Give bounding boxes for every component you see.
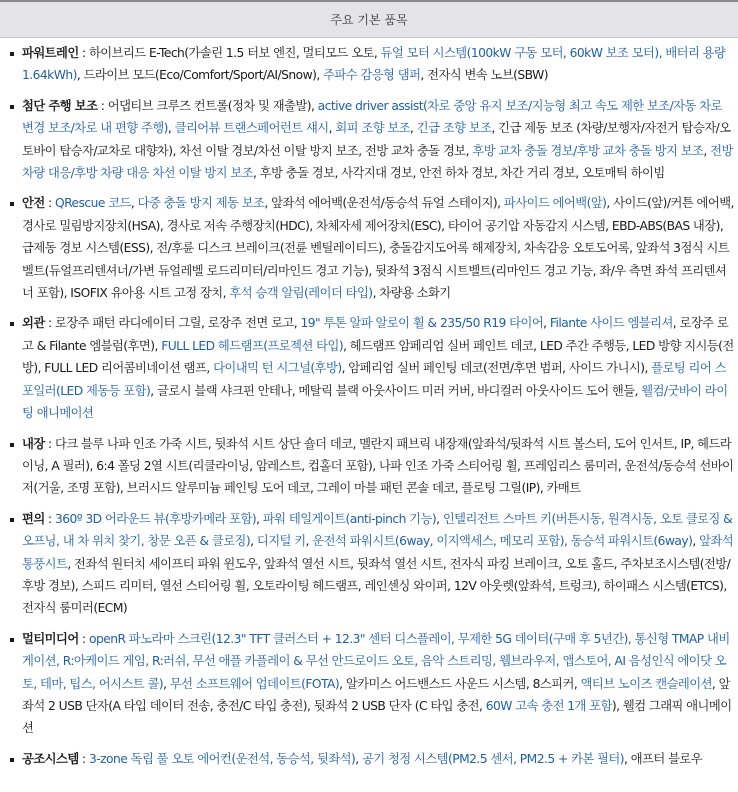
feature-item-interior <box>8 433 734 500</box>
feature-title: 첨단 주행 보조 <box>22 98 98 113</box>
feature-list <box>0 38 738 770</box>
highlighted-feature-text: QRescue 코드 <box>54 196 131 211</box>
feature-title: 안전 <box>22 196 45 211</box>
feature-item-climate <box>8 748 734 770</box>
highlighted-feature-text: 후방 교차 충돌 경보/후방 교차 충돌 방지 보조 <box>472 143 704 158</box>
section-header <box>0 0 738 38</box>
feature-text: , 암페리엄 실버 페인팅 데코(전면/후면 범퍼, 사이드 가니시), <box>341 361 652 376</box>
feature-body <box>22 196 734 300</box>
feature-text: , 알카미스 어드밴스드 사운드 시스템, 8스피커, <box>339 676 581 691</box>
feature-text: , 전좌석 원터치 세이프티 파워 윈도우, 앞좌석 열선 시트, 뒷좌석 열선 시트, 전자식 파킹 브레이크, 오토 홀드, 주차보조시스템(전방/후방 경보), 스피드 리미터, 열선 스티어링 휠, 오토라이팅 헤드램프, 레인센싱 와이퍼, 12V 아웃렛(앞좌석, 트렁크), 하이패스 시스템(ETCS), 전자식 룸미러(ECM) <box>22 556 731 616</box>
highlighted-feature-text: 60W 고속 충전 1개 포함 <box>485 698 612 713</box>
highlighted-feature-text: 듀얼 모터 시스템(100kW 구동 모터, 60kW 보조 모터), 배터리 용량 1.64kWh) <box>22 46 726 83</box>
bullet-icon <box>10 518 14 522</box>
feature-text: , <box>256 511 263 526</box>
highlighted-feature-text: 다이내믹 턴 시그널(후방) <box>213 361 342 376</box>
feature-text: , <box>167 121 175 136</box>
feature-item-convenience <box>8 508 734 620</box>
highlighted-feature-text: 운전석 파워시트(6way, 이지액세스, 메모리 포함), 동승석 파워시트(6way) <box>312 534 693 549</box>
highlighted-feature-text: 주파수 감응형 댐퍼 <box>323 68 421 83</box>
feature-body <box>22 99 733 180</box>
feature-text: 하이브리드 E-Tech(가솔린 1.5 터보 엔진, 멀티모드 오토, <box>88 46 381 60</box>
bullet-icon <box>10 758 14 762</box>
feature-text: 다크 블루 나파 인조 가죽 시트, 뒷좌석 시트 상단 숄더 데코, 멜란지 패브릭 내장재(앞좌석/뒷좌석 시트 볼스터, 도어 인서트, IP, 헤드라이닝, A 필러), 6:4 폴딩 2열 시트(리클라이닝, 암레스트, 컵홀더 포함), 나파 인조 가죽 스티어링 휠, 프레임리스 룸미러, 운전석/동승석 선바이저(거울, 조명 포함), 브러시드 알루미늄 페인팅 도어 데코, 그레이 마블 패턴 콘솔 데코, 플로팅 그릴(IP), 카매트 <box>22 436 734 496</box>
feature-text: , <box>436 511 443 526</box>
highlighted-feature-text: FULL LED 헤드램프(프로젝션 타입) <box>161 338 344 353</box>
feature-text: , 애프터 블로우 <box>624 751 703 766</box>
feature-text: , <box>328 121 336 136</box>
feature-item-driver-assist <box>8 95 734 185</box>
feature-separator: : <box>44 316 55 331</box>
highlighted-feature-text: openR 파노라마 스크린(12.3" TFT 클러스터 + 12.3" 센터 디스플레이, 무제한 5G 데이터(구매 후 5년간), 통신형 TMAP 내비게이션, R:아케이드 게임, R:러쉬, 무선 애플 카플레이 & 무선 안드로이드 오토, 음악 스트리밍, 웹브라우저, 앱스토어, AI 음성인식 에이닷 오토, 테마, 팁스, 어시스트 콜) <box>22 631 730 691</box>
feature-text: , 긴급 제동 보조 (차량/보행자/자전거 탑승자/오토바이 탑승자/교차로 대향차), 차선 이탈 경보/차선 이탈 방지 보조, 전방 교차 충돌 경보, <box>22 121 731 158</box>
feature-text: , 앞좌석 에어백(운전석/동승석 듀얼 스테이지), <box>264 196 504 211</box>
feature-separator: : <box>78 631 89 646</box>
feature-separator: : <box>97 98 108 113</box>
bullet-icon <box>10 322 14 326</box>
feature-body <box>22 316 734 420</box>
feature-text: , 글로시 블랙 샤크핀 안테나, 메탈릭 블랙 아웃사이드 미러 커버, 바디컬러 아웃사이드 도어 핸들, <box>150 383 642 398</box>
feature-text: , <box>692 534 700 549</box>
feature-text: 로장주 패턴 라디에이터 그릴, 로장주 전면 로고, <box>54 316 301 331</box>
highlighted-feature-text: 무선 소프트웨어 업데이트(FOTA) <box>169 676 340 691</box>
feature-text: , <box>703 143 711 158</box>
feature-body <box>22 437 733 496</box>
highlighted-feature-text: 360º 3D 어라운드 뷰(후방카메라 포함) <box>54 511 257 526</box>
feature-text: , <box>163 676 170 691</box>
feature-text: , <box>305 534 313 549</box>
feature-text: , 사이드(앞)/커튼 에어백, 경사로 밀림방지장치(HSA), 경사로 저속 주행장치(HDC), 차체자세 제어장치(ESC), 타이어 공기압 자동감지 시스템, EBD-ABS(BAS 내장), 급제동 경보 시스템(ESS), 전/후륜 디스크 브레이크(전륜 벤틸레이티드), 충돌감지도어록 해제장치, 차속감응 오토도어록, 앞좌석 3점식 시트벨트(듀얼프리텐셔너/가변 듀얼레벨 로드리미터/리마인드 경고 기능), 뒷좌석 3점식 시트벨트(리마인드 경고 기능, 좌/우 측면 좌석 프리텐셔너 포함), ISOFIX 유아용 시트 고정 장치, <box>22 196 734 301</box>
feature-title: 멀티미디어 <box>22 631 79 646</box>
feature-separator: : <box>78 46 89 60</box>
highlighted-feature-text: 다중 충돌 방지 제동 보조 <box>137 196 265 211</box>
bullet-icon <box>10 52 14 56</box>
bullet-icon <box>10 443 14 447</box>
highlighted-feature-text: 클리어뷰 트랜스페어런트 섀시 <box>174 121 329 136</box>
feature-separator: : <box>44 511 55 526</box>
section-title: 주요 기본 품목 <box>330 13 408 27</box>
highlighted-feature-text: 앞좌석 통풍시트 <box>22 534 734 571</box>
highlighted-feature-text: 3-zone 독립 풀 오토 에어컨(운전석, 동승석, 뒷좌석) <box>88 751 356 766</box>
highlighted-feature-text: 디지털 키 <box>256 534 306 549</box>
feature-text: , 드라이브 모드(Eco/Comfort/Sport/AI/Snow), <box>76 68 324 83</box>
highlighted-feature-text: 플로팅 리어 스포일러(LED 제동등 포함) <box>22 361 726 398</box>
feature-text: , 차량용 소화기 <box>372 286 451 301</box>
feature-item-powertrain <box>8 42 734 87</box>
highlighted-feature-text: 웰컴/굿바이 라이팅 애니메이션 <box>22 383 728 421</box>
feature-separator: : <box>78 751 89 766</box>
feature-body <box>22 632 732 736</box>
feature-title: 외관 <box>22 316 45 331</box>
feature-body <box>89 752 702 766</box>
feature-text: , 로장주 로고 & Filante 엠블럼(후면), <box>22 316 729 353</box>
bullet-icon <box>10 638 14 642</box>
feature-title: 공조시스템 <box>22 751 79 766</box>
highlighted-feature-text: 회피 조향 보조 <box>335 121 411 136</box>
highlighted-feature-text: 후석 승객 알림(레이더 타입) <box>229 286 373 301</box>
feature-separator: : <box>44 436 55 451</box>
feature-text: , <box>410 121 417 136</box>
feature-text: , 전자식 변속 노브(SBW) <box>420 68 548 83</box>
feature-item-exterior <box>8 312 734 424</box>
feature-text: , <box>543 316 550 331</box>
highlighted-feature-text: Filante 사이드 엠블리셔 <box>549 316 673 331</box>
feature-item-safety <box>8 192 734 304</box>
feature-text: ), 웰컴 그래픽 애니메이션 <box>22 698 732 736</box>
feature-text: , 헤드램프 암페리엄 실버 페인트 데코, LED 주간 주행등, LED 방향 지시등(전방), FULL LED 리어콤비네이션 램프, <box>22 338 734 376</box>
feature-text: 어댑티브 크루즈 컨트롤(정차 및 재출발), <box>107 98 318 113</box>
bullet-icon <box>10 105 14 109</box>
feature-text: , <box>355 751 362 766</box>
highlighted-feature-text: 인텔리전트 스마트 키(버튼시동, 원격시동, 오토 클로징 & 오프닝, 내 차 위치 찾기, 창문 오픈 & 클로징) <box>22 511 733 549</box>
highlighted-feature-text: 19" 투톤 알파 알로이 휠 & 235/50 R19 타이어 <box>300 316 544 331</box>
highlighted-feature-text: 긴급 조향 보조 <box>416 121 492 136</box>
highlighted-feature-text: 전방 차량 대응/후방 차량 대응 차선 이탈 방지 보조 <box>22 143 733 181</box>
feature-text: , 후방 충돌 경보, 사각지대 경보, 안전 하차 경보, 차간 거리 경보, 오토매틱 하이빔 <box>253 166 665 181</box>
feature-text: , <box>250 534 257 549</box>
feature-title: 편의 <box>22 511 45 526</box>
feature-body <box>22 512 733 616</box>
feature-title: 파워트레인 <box>22 46 79 60</box>
highlighted-feature-text: active driver assist(차로 중앙 유지 보조/지능형 최고 속도 제한 보조/자동 차로 변경 보조/차로 내 편향 주행) <box>22 98 722 136</box>
feature-body <box>22 46 725 82</box>
feature-text: , <box>130 196 138 211</box>
feature-text: , 앞좌석 2 USB 단자(A 타입 데이터 전송, 충전/C 타입 충전), 뒷좌석 2 USB 단자 (C 타입 충전, <box>22 676 730 713</box>
highlighted-feature-text: 액티브 노이즈 캔슬레이션 <box>580 676 712 691</box>
highlighted-feature-text: 파사이드 에어백(앞) <box>503 196 607 211</box>
highlighted-feature-text: 공기 청정 시스템(PM2.5 센서, PM2.5 + 카본 필터) <box>361 751 625 766</box>
feature-item-multimedia <box>8 628 734 740</box>
bullet-icon <box>10 202 14 206</box>
feature-title: 내장 <box>22 436 45 451</box>
feature-separator: : <box>44 196 55 211</box>
highlighted-feature-text: 파워 테일게이트(anti-pinch 기능) <box>262 511 437 526</box>
